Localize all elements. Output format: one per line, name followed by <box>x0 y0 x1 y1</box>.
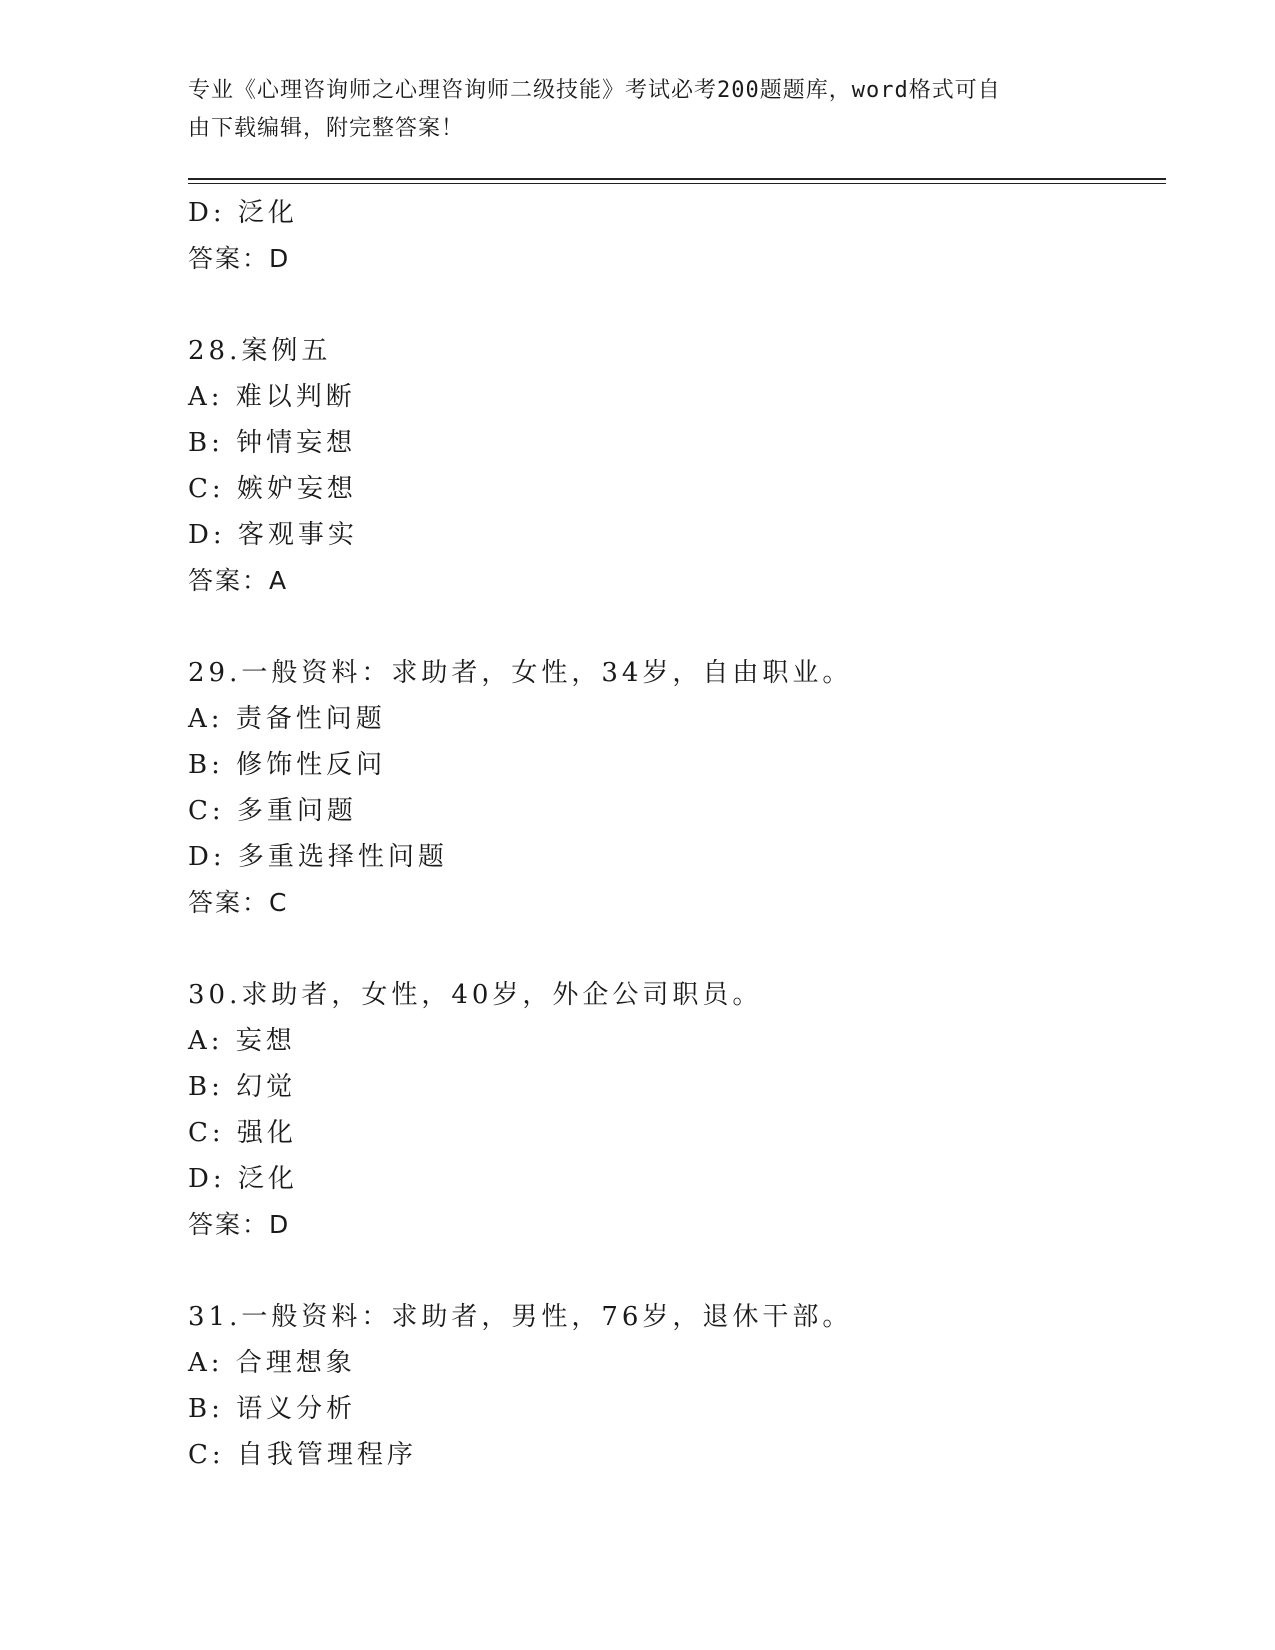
answer-option: A: 难以判断 <box>188 382 356 412</box>
answer-key: 答案：C <box>188 888 289 917</box>
spacer <box>188 282 1168 328</box>
document-header <box>188 72 1068 148</box>
answer-option: D: 泛化 <box>188 1164 298 1194</box>
answer-option: C: 强化 <box>188 1118 297 1148</box>
answer-key: 答案：A <box>188 566 289 595</box>
answer-option: D: 泛化 <box>188 198 298 228</box>
question-stem: 31.一般资料：求助者，男性，76岁，退休干部。 <box>188 1302 853 1332</box>
answer-option: B: 修饰性反问 <box>188 750 387 780</box>
answer-option: C: 嫉妒妄想 <box>188 474 357 504</box>
question-stem: 30.求助者，女性，40岁，外企公司职员。 <box>188 980 763 1010</box>
answer-key: 答案：D <box>188 1210 291 1239</box>
question-stem: 28.案例五 <box>188 336 332 366</box>
answer-option: C: 多重问题 <box>188 796 357 826</box>
header-line-2: 由下载编辑，附完整答案！ <box>188 116 465 141</box>
answer-option: C: 自我管理程序 <box>188 1440 417 1470</box>
spacer <box>188 926 1168 972</box>
question-stem: 29.一般资料：求助者，女性，34岁，自由职业。 <box>188 658 853 688</box>
spacer <box>188 604 1168 650</box>
header-divider-thin <box>188 183 1166 184</box>
question-list <box>188 190 1168 1478</box>
answer-option: A: 责备性问题 <box>188 704 386 734</box>
answer-option: D: 多重选择性问题 <box>188 842 448 872</box>
answer-option: B: 语义分析 <box>188 1394 357 1424</box>
spacer <box>188 1248 1168 1294</box>
answer-option: D: 客观事实 <box>188 520 358 550</box>
answer-option: B: 钟情妄想 <box>188 428 357 458</box>
answer-option: B: 幻觉 <box>188 1072 297 1102</box>
answer-option: A: 合理想象 <box>188 1348 356 1378</box>
answer-key: 答案：D <box>188 244 291 273</box>
answer-option: A: 妄想 <box>188 1026 296 1056</box>
header-line-1: 专业《心理咨询师之心理咨询师二级技能》考试必考200题题库，word格式可自 <box>188 78 1001 103</box>
header-divider-thick <box>188 178 1166 180</box>
